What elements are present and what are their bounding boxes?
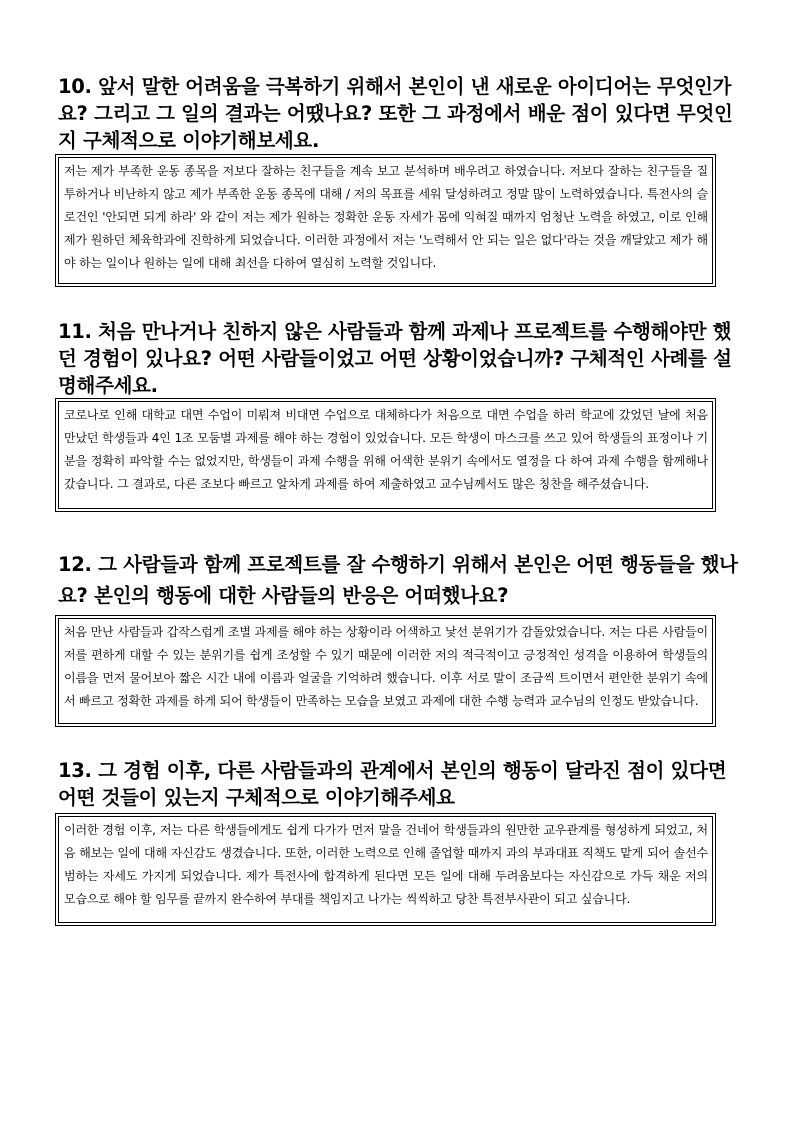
answer-10-box: 저는 제가 부족한 운동 종목을 저보다 잘하는 친구들을 계속 보고 분석하며 배우려고 하였습니다. 저보다 잘하는 친구들을 질투하거나 비난하지 않고 제가 부족한 운동 종목에 대해 / 저의 목표를 세워 달성하려고 정말 많이 노력하였습니다. 특전사의 슬로건인 '안되면 되게 하라' 와 같이 저는 제가 원하는 정확한 운동 자세가 몸에 익혀질 때까지 엄청난 노력을 하였고, 이로 인해 제가 원하던 체육학과에 진학하게 되었습니다. 이러한 과정에서 저는 '노력해서 안 되는 일은 없다'라는 것을 깨달았고 제가 해야 하는 일이나 원하는 일에 대해 최선을 다하여 열심히 노력할 것입니다.: [58, 157, 713, 284]
question-10-title: 10. 앞서 말한 어려움을 극복하기 위해서 본인이 낸 새로운 아이디어는 무엇인가요? 그리고 그 일의 결과는 어땠나요? 또한 그 과정에서 배운 점이 있다면 무엇인지 구체적으로 이야기해보세요.: [58, 75, 733, 152]
answer-11-box: 코로나로 인해 대학교 대면 수업이 미뤄져 비대면 수업으로 대체하다가 처음으로 대면 수업을 하러 학교에 갔었던 날에 처음 만났던 학생들과 4인 1조 모둠별 과제를 해야 하는 경험이 있었습니다. 모든 학생이 마스크를 쓰고 있어 학생들의 표정이나 기분을 정확히 파악할 수는 없었지만, 학생들이 과제 수행을 위해 어색한 분위기 속에서도 열정을 다 하여 과제 수행을 함께해나갔습니다. 그 결과로, 다른 조보다 빠르고 알차게 과제를 하여 제출하였고 교수님께서도 많은 칭찬을 해주셨습니다.: [58, 401, 713, 509]
question-11-title: 11. 처음 만나거나 친하지 않은 사람들과 함께 과제나 프로젝트를 수행해야만 했던 경험이 있나요? 어떤 사람들이었고 어떤 상황이었습니까? 구체적인 사례를 설명해주세요.: [58, 320, 732, 397]
answer-13-box: 이러한 경험 이후, 저는 다른 학생들에게도 쉽게 다가가 먼저 말을 건네어 학생들과의 원만한 교우관계를 형성하게 되었고, 처음 해보는 일에 대해 자신감도 생겼습니다. 또한, 이러한 노력으로 인해 졸업할 때까지 과의 부과대표 직책도 맡게 되어 솔선수범하는 자세도 가지게 되었습니다. 제가 특전사에 합격하게 된다면 모든 일에 대해 두려움보다는 자신감으로 가득 채운 저의 모습으로 해야 할 임무를 끝까지 완수하여 부대를 책임지고 나가는 씩씩하고 당찬 특전부사관이 되고 싶습니다.: [58, 816, 713, 923]
question-12-title: 12. 그 사람들과 함께 프로젝트를 잘 수행하기 위해서 본인은 어떤 행동들을 했나요? 본인의 행동에 대한 사람들의 반응은 어떠했나요?: [58, 553, 738, 607]
answer-12-box: 처음 만난 사람들과 갑작스럽게 조별 과제를 해야 하는 상황이라 어색하고 낯선 분위기가 감돌았었습니다. 저는 다른 사람들이 저를 편하게 대할 수 있는 분위기를 쉽게 조성할 수 있기 때문에 이러한 저의 적극적이고 긍정적인 성격을 이용하여 학생들의 이름을 먼저 물어보아 짧은 시간 내에 이름과 얼굴을 기억하려 했습니다. 이후 서로 말이 조금씩 트이면서 편안한 분위기 속에서 빠르고 정확한 과제를 하게 되어 학생들이 만족하는 모습을 보였고 과제에 대한 수행 능력과 교수님의 인정도 받았습니다.: [58, 618, 713, 724]
question-13-title: 13. 그 경험 이후, 다른 사람들과의 관계에서 본인의 행동이 달라진 점이 있다면 어떤 것들이 있는지 구체적으로 이야기해주세요: [58, 759, 727, 809]
